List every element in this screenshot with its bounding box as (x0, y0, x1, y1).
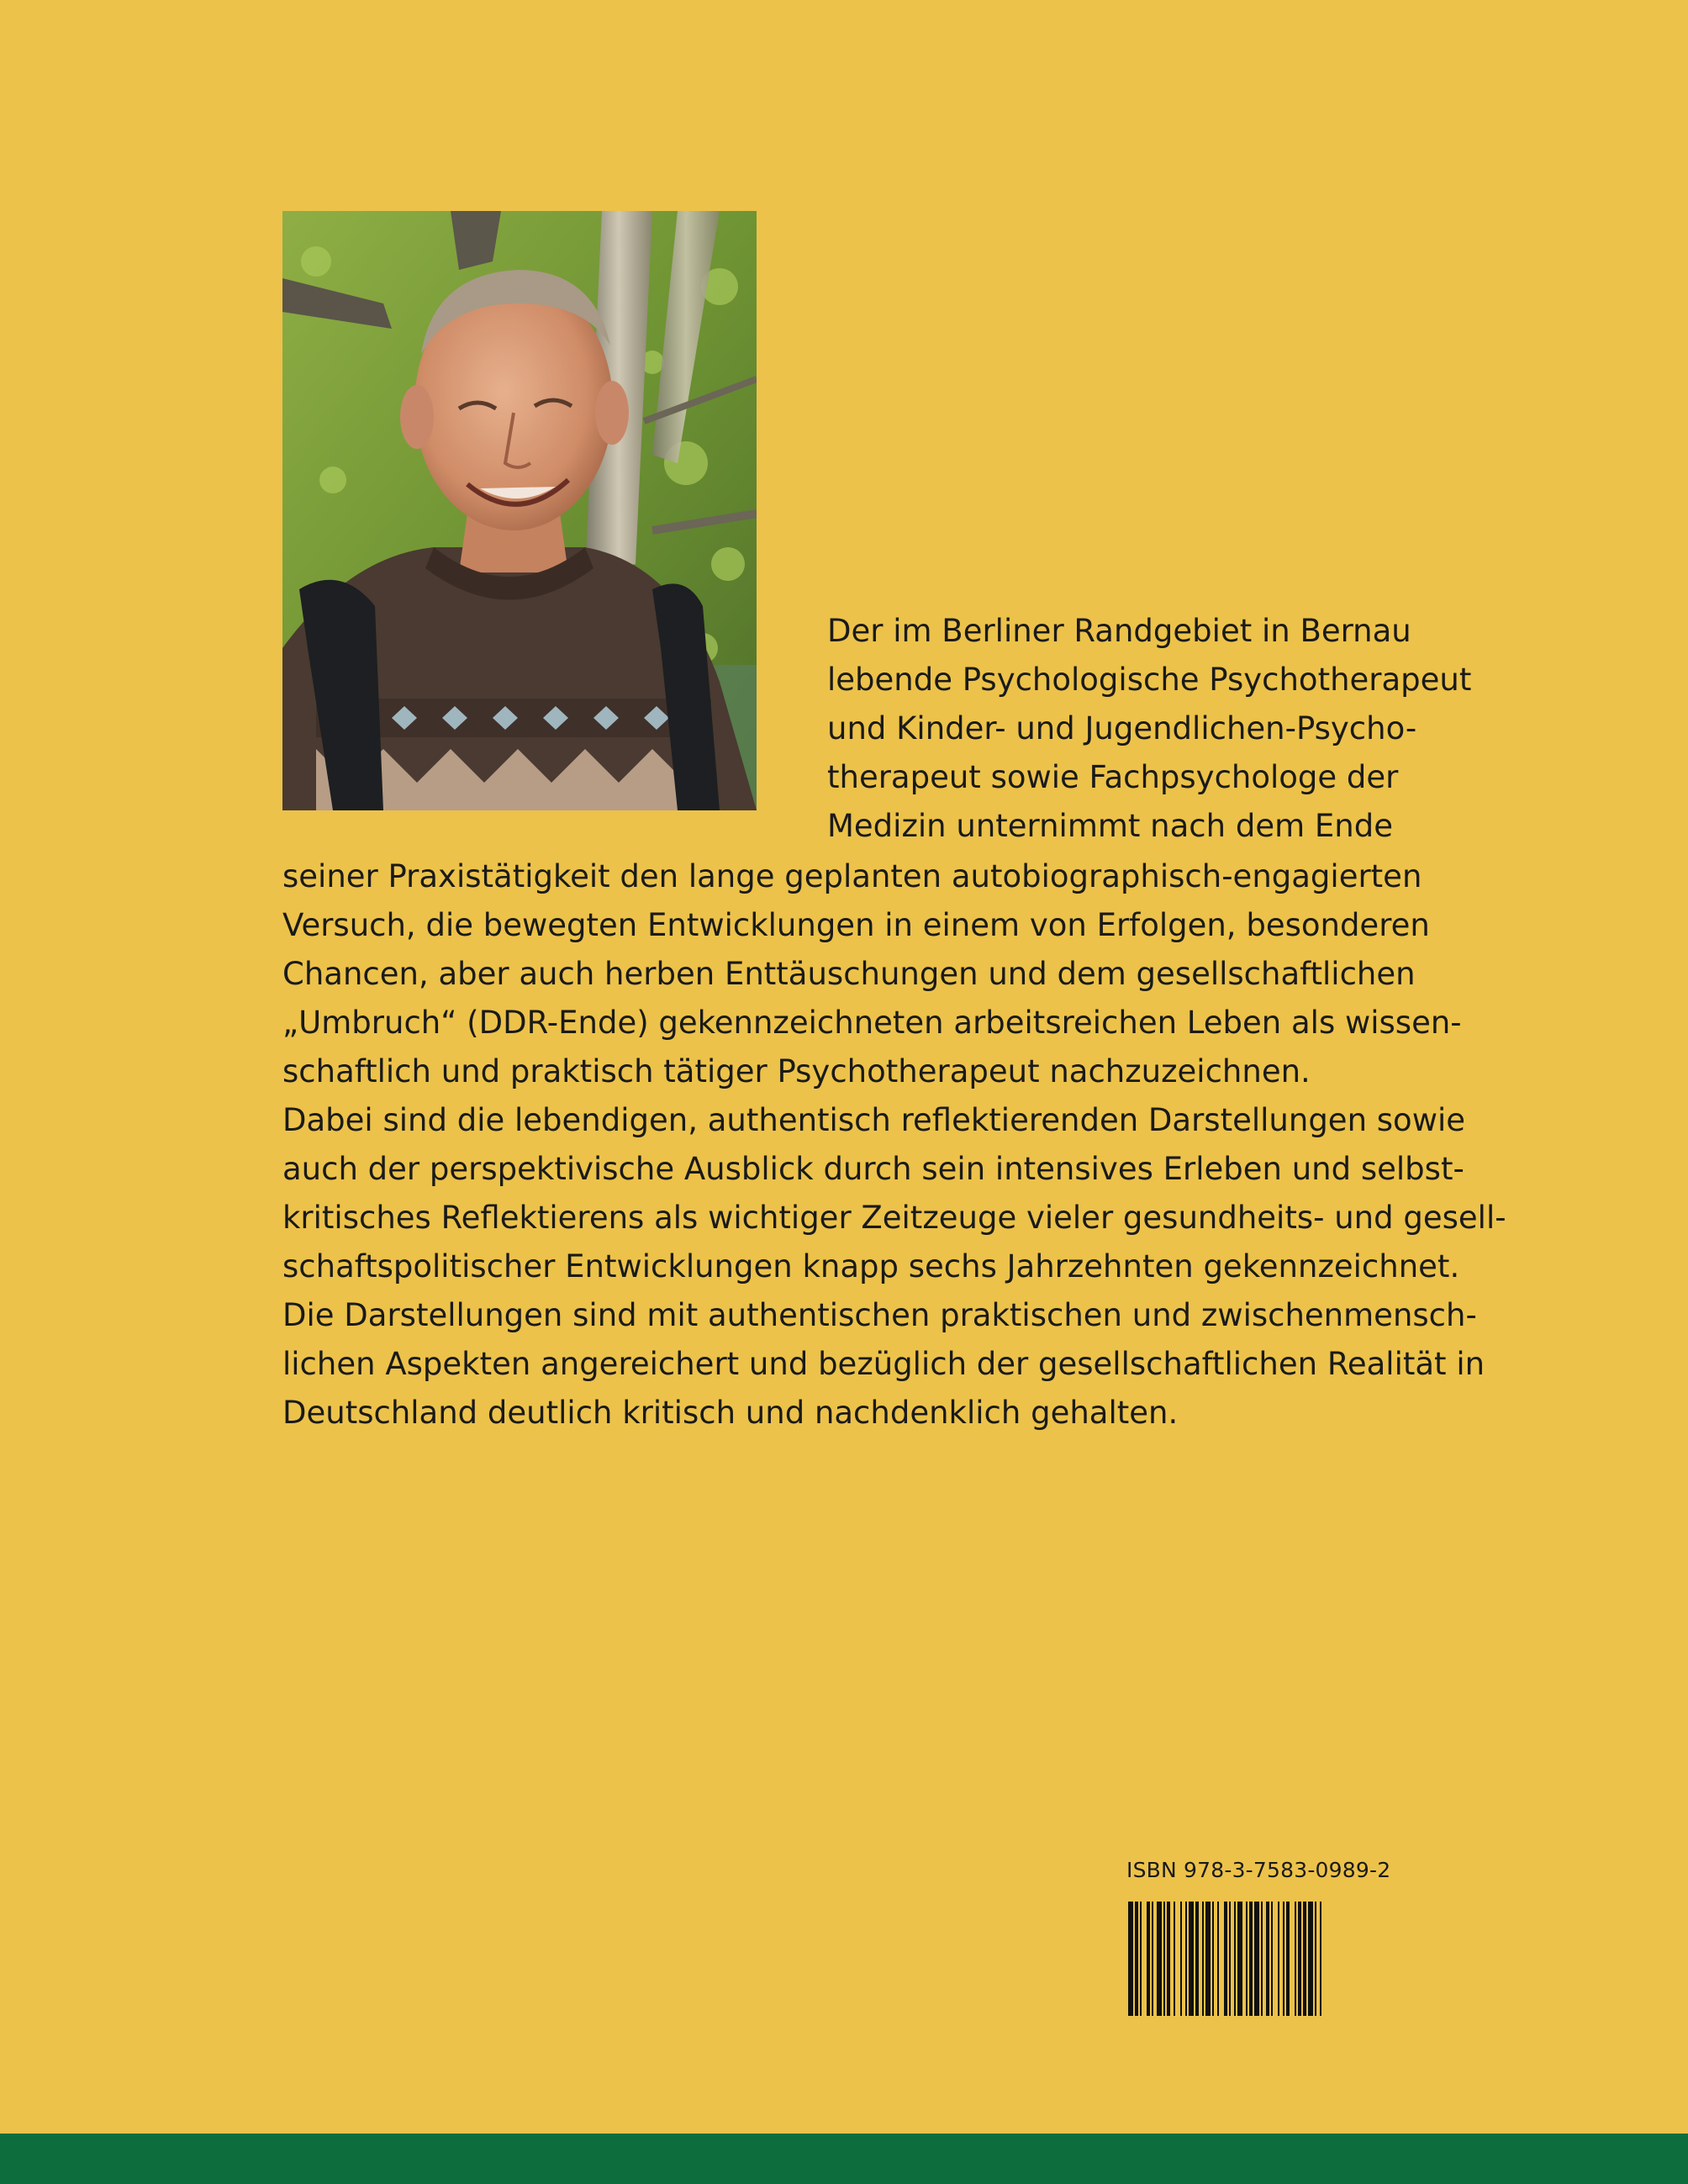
barcode-bar (1254, 1902, 1259, 2016)
barcode-bar (1185, 1902, 1187, 2016)
blurb-line: Deutschland deutlich kritisch und nachdenklich gehalten. (282, 1395, 1179, 1431)
barcode-bar (1174, 1902, 1175, 2016)
barcode-bar (1278, 1902, 1279, 2016)
barcode-bar (1163, 1902, 1165, 2016)
blurb-line: Versuch, die bewegten Entwicklungen in einem von Erfolgen, besonderen (282, 907, 1430, 943)
barcode-bar (1261, 1902, 1263, 2016)
blurb-line: Dabei sind die lebendigen, authentisch reflektierenden Darstellungen sowie (282, 1102, 1465, 1138)
blurb-line: auch der perspektivische Ausblick durch sein intensives Erleben und selbst- (282, 1151, 1464, 1187)
blurb-line: Die Darstellungen sind mit authentischen praktischen und zwischenmensch- (282, 1297, 1477, 1333)
barcode-bar (1180, 1902, 1182, 2016)
barcode-bar (1234, 1902, 1236, 2016)
barcode-icon (1126, 1902, 1379, 2016)
blurb-line: Chancen, aber auch herben Enttäuschungen und dem gesellschaftlichen (282, 956, 1416, 992)
bottom-color-band (0, 2134, 1688, 2184)
barcode-bar (1286, 1902, 1290, 2016)
barcode-bar (1246, 1902, 1248, 2016)
blurb-line: lebende Psychologische Psychotherapeut (827, 662, 1472, 698)
barcode-bar (1195, 1902, 1199, 2016)
isbn-number: ISBN 978-3-7583-0989-2 (1126, 1858, 1391, 1882)
barcode-bar (1167, 1902, 1170, 2016)
barcode-bar (1135, 1902, 1138, 2016)
barcode-bar (1271, 1902, 1273, 2016)
barcode-bar (1202, 1902, 1204, 2016)
barcode-bar (1212, 1902, 1214, 2016)
blurb-line: Medizin unternimmt nach dem Ende (827, 808, 1393, 844)
blurb-line: Der im Berliner Randgebiet in Bernau (827, 613, 1411, 649)
blurb-line: schaftspolitischer Entwicklungen knapp sechs Jahrzehnten gekennzeichnet. (282, 1248, 1460, 1285)
barcode-bar (1320, 1902, 1321, 2016)
barcode-bar (1283, 1902, 1284, 2016)
barcode-bar (1189, 1902, 1194, 2016)
barcode-bar (1298, 1902, 1301, 2016)
blurb-line: lichen Aspekten angereichert und bezüglich der gesellschaftlichen Realität in (282, 1346, 1485, 1382)
barcode-bar (1205, 1902, 1211, 2016)
barcode-bar (1315, 1902, 1316, 2016)
barcode-bar (1224, 1902, 1227, 2016)
barcode-bar (1217, 1902, 1219, 2016)
barcode-bar (1295, 1902, 1296, 2016)
blurb-intro-text (827, 607, 1472, 851)
blurb-line: therapeut sowie Fachpsychologe der (827, 759, 1399, 795)
blurb-line: schaftlich und praktisch tätiger Psychotherapeut nachzuzeichnen. (282, 1053, 1311, 1089)
blurb-line: „Umbruch“ (DDR-Ende) gekennzeichneten arbeitsreichen Leben als wissen- (282, 1005, 1462, 1041)
barcode-bar (1249, 1902, 1253, 2016)
barcode-bar (1266, 1902, 1269, 2016)
blurb-line: seiner Praxistätigkeit den lange geplanten autobiographisch-engagierten (282, 858, 1422, 894)
barcode-bar (1147, 1902, 1150, 2016)
author-photo (282, 211, 757, 810)
barcode-bar (1303, 1902, 1306, 2016)
barcode-bar (1157, 1902, 1162, 2016)
blurb-main-text (282, 852, 1506, 1438)
blurb-line: und Kinder- und Jugendlichen-Psycho- (827, 710, 1417, 746)
barcode-bar (1237, 1902, 1242, 2016)
barcode-bar (1128, 1902, 1133, 2016)
barcode-bar (1152, 1902, 1153, 2016)
barcode-bar (1229, 1902, 1231, 2016)
barcode-bar (1308, 1902, 1313, 2016)
barcode-bar (1140, 1902, 1142, 2016)
blurb-line: kritisches Reflektierens als wichtiger Zeitzeuge vieler gesundheits- und gesell- (282, 1200, 1506, 1236)
